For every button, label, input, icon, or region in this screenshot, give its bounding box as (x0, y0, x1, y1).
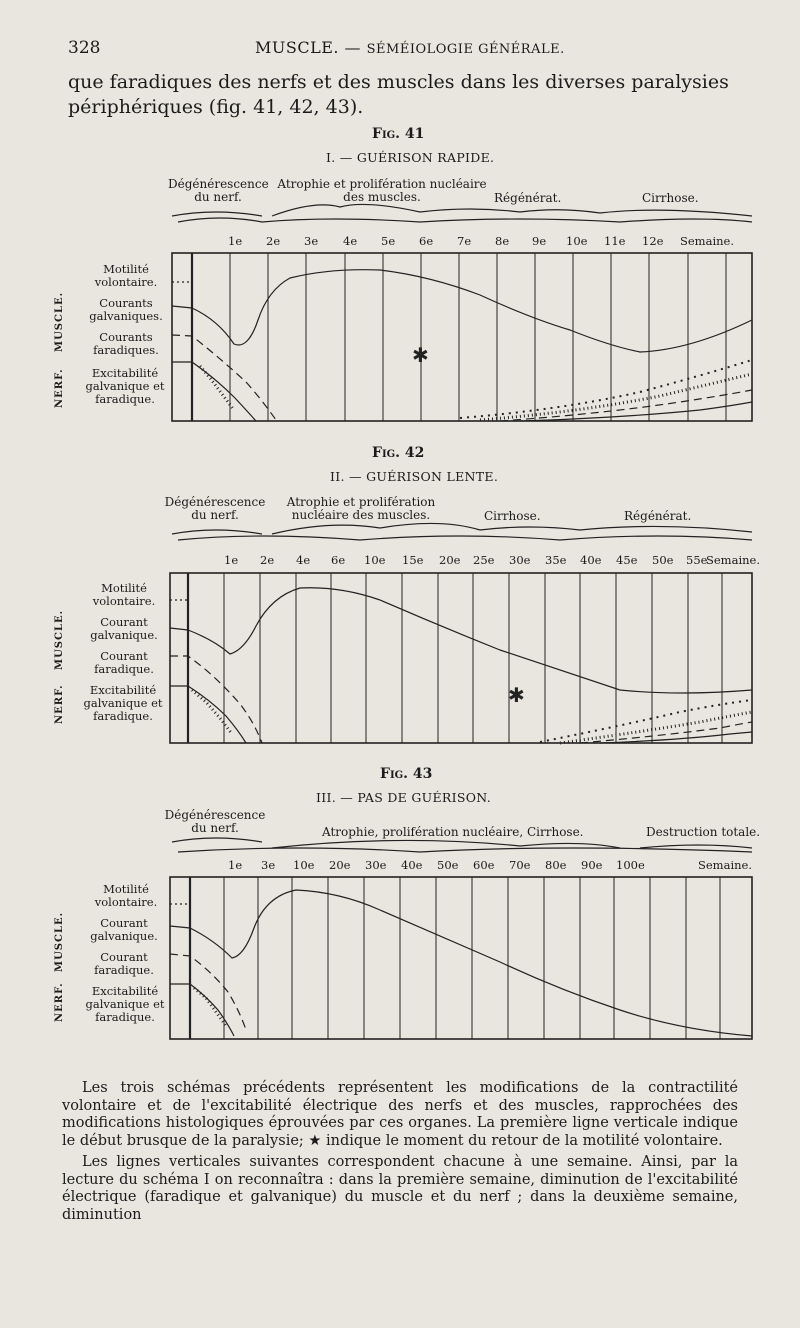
figure-42-subtitle: II. — GUÉRISON LENTE. (330, 469, 499, 484)
side-label-muscle: MUSCLE. (54, 911, 65, 972)
row-label-faradic: Courant faradique. (94, 649, 154, 676)
figure-43-grid (170, 877, 752, 1039)
week-label: 20e (439, 553, 461, 567)
side-label-nerf: NERF. (54, 982, 65, 1022)
running-head-subtitle: SÉMÉIOLOGIE GÉNÉRALE. (366, 42, 565, 57)
week-label: Semaine. (706, 553, 760, 567)
row-label-motilite: Motilité volontaire. (94, 882, 158, 909)
figure-43-subtitle: III. — PAS DE GUÉRISON. (316, 790, 491, 805)
figure-42-curves (170, 588, 752, 743)
row-label-nerve: Excitabilité galvanique et faradique. (83, 683, 163, 723)
week-label: 3e (304, 234, 319, 248)
week-label: 8e (495, 234, 510, 248)
week-label: Semaine. (680, 234, 734, 248)
week-label: 9e (532, 234, 547, 248)
figure-41-grid (172, 253, 752, 421)
week-label: 7e (457, 234, 472, 248)
side-label-muscle: MUSCLE. (54, 609, 65, 670)
recovery-star-icon: ✱ (412, 343, 429, 367)
week-label: 5e (381, 234, 396, 248)
row-label-motilite: Motilité volontaire. (94, 262, 158, 289)
figure-41-subtitle: I. — GUÉRISON RAPIDE. (326, 150, 495, 165)
side-label-muscle: MUSCLE. (54, 291, 65, 352)
week-label: 15e (402, 553, 424, 567)
week-label: 50e (652, 553, 674, 567)
week-label: 100e (616, 858, 645, 872)
week-label: 3e (261, 858, 276, 872)
row-label-faradic: Courants faradiques. (93, 330, 159, 357)
week-label: 20e (329, 858, 351, 872)
week-label: 70e (509, 858, 531, 872)
recovery-star-icon: ✱ (508, 683, 525, 707)
week-label: 40e (580, 553, 602, 567)
figure-42-label: Fig. 42 (372, 445, 425, 461)
week-label: 30e (365, 858, 387, 872)
week-label: 30e (509, 553, 531, 567)
figure-43-phase-2: Atrophie, prolifération nucléaire, Cirrhose. (322, 825, 584, 839)
week-label: 10e (293, 858, 315, 872)
week-label: 2e (266, 234, 281, 248)
figure-43-label: Fig. 43 (380, 766, 433, 782)
week-label: 80e (545, 858, 567, 872)
row-label-galvanic: Courants galvaniques. (89, 296, 163, 323)
week-label: 2e (260, 553, 275, 567)
figure-42-phase-1: Dégénérescence du nerf. (164, 495, 266, 522)
figure-42-brackets (172, 523, 752, 540)
figure-42-phase-2: Atrophie et prolifération nucléaire des muscles. (286, 495, 436, 522)
figure-41-phase-4: Cirrhose. (642, 191, 699, 205)
week-label: 6e (331, 553, 346, 567)
row-label-galvanic: Courant galvanique. (90, 916, 158, 943)
week-label: 11e (604, 234, 626, 248)
row-label-motilite: Motilité volontaire. (92, 581, 156, 608)
page-number: 328 (68, 38, 101, 58)
row-label-galvanic: Courant galvanique. (90, 615, 158, 642)
week-label: 1e (224, 553, 239, 567)
week-label: 50e (437, 858, 459, 872)
week-label: 35e (545, 553, 567, 567)
week-label: Semaine. (698, 858, 752, 872)
figure-41-brackets (172, 204, 752, 222)
caption-paragraph-2: Les lignes verticales suivantes correspondent chacune à une semaine. Ainsi, par la lecture du schéma I on reconnaîtra : dans la première semaine, diminution de l'excitabilité électrique (faradique et galvanique) du muscle et du nerf ; dans la deuxième semaine, diminution (62, 1154, 738, 1223)
intro-paragraph: que faradiques des nerfs et des muscles dans les diverses paralysies périphériques (fig. 41, 42, 43). (68, 71, 729, 118)
week-label: 4e (296, 553, 311, 567)
week-label: 12e (642, 234, 664, 248)
figure-43-brackets (172, 838, 752, 852)
week-label: 6e (419, 234, 434, 248)
week-label: 1e (228, 858, 243, 872)
figure-43-phase-3: Destruction totale. (646, 825, 761, 839)
figure-43-phase-1: Dégénérescence du nerf. (164, 808, 266, 835)
caption-paragraph-1: Les trois schémas précédents représentent les modifications de la contractilité volontaire et de l'excitabilité électrique des nerfs et des muscles, rapprochées des modifications histologiques éprouvées par ces organes. La première ligne verticale indique le début brusque de la paralysie; ★ indique le moment du retour de la motilité volontaire. (62, 1080, 738, 1149)
week-label: 45e (616, 553, 638, 567)
figure-41-label: Fig. 41 (372, 126, 425, 142)
row-label-nerve: Excitabilité galvanique et faradique. (85, 984, 165, 1024)
figure-42-phase-3: Cirrhose. (484, 509, 541, 523)
week-label: 25e (473, 553, 495, 567)
figure-41-curves (172, 270, 752, 421)
week-label: 4e (343, 234, 358, 248)
side-label-nerf: NERF. (54, 684, 65, 724)
figure-42-grid (170, 573, 752, 743)
figure-42-phase-4: Régénérat. (624, 509, 692, 523)
week-label: 1e (228, 234, 243, 248)
week-label: 55e (686, 553, 708, 567)
week-label: 10e (566, 234, 588, 248)
week-label: 10e (364, 553, 386, 567)
row-label-nerve: Excitabilité galvanique et faradique. (85, 366, 165, 406)
side-label-nerf: NERF. (54, 368, 65, 408)
figure-41-phase-1: Dégénérescence du nerf. (168, 177, 269, 204)
week-label: 90e (581, 858, 603, 872)
figure-41-phase-3: Régénérat. (494, 191, 562, 205)
figure-41-phase-2: Atrophie et prolifération nucléaire des muscles. (277, 177, 487, 204)
week-label: 40e (401, 858, 423, 872)
figure-43-curves (170, 890, 752, 1036)
row-label-faradic: Courant faradique. (94, 950, 154, 977)
week-label: 60e (473, 858, 495, 872)
running-head-title: MUSCLE. — (255, 38, 362, 57)
